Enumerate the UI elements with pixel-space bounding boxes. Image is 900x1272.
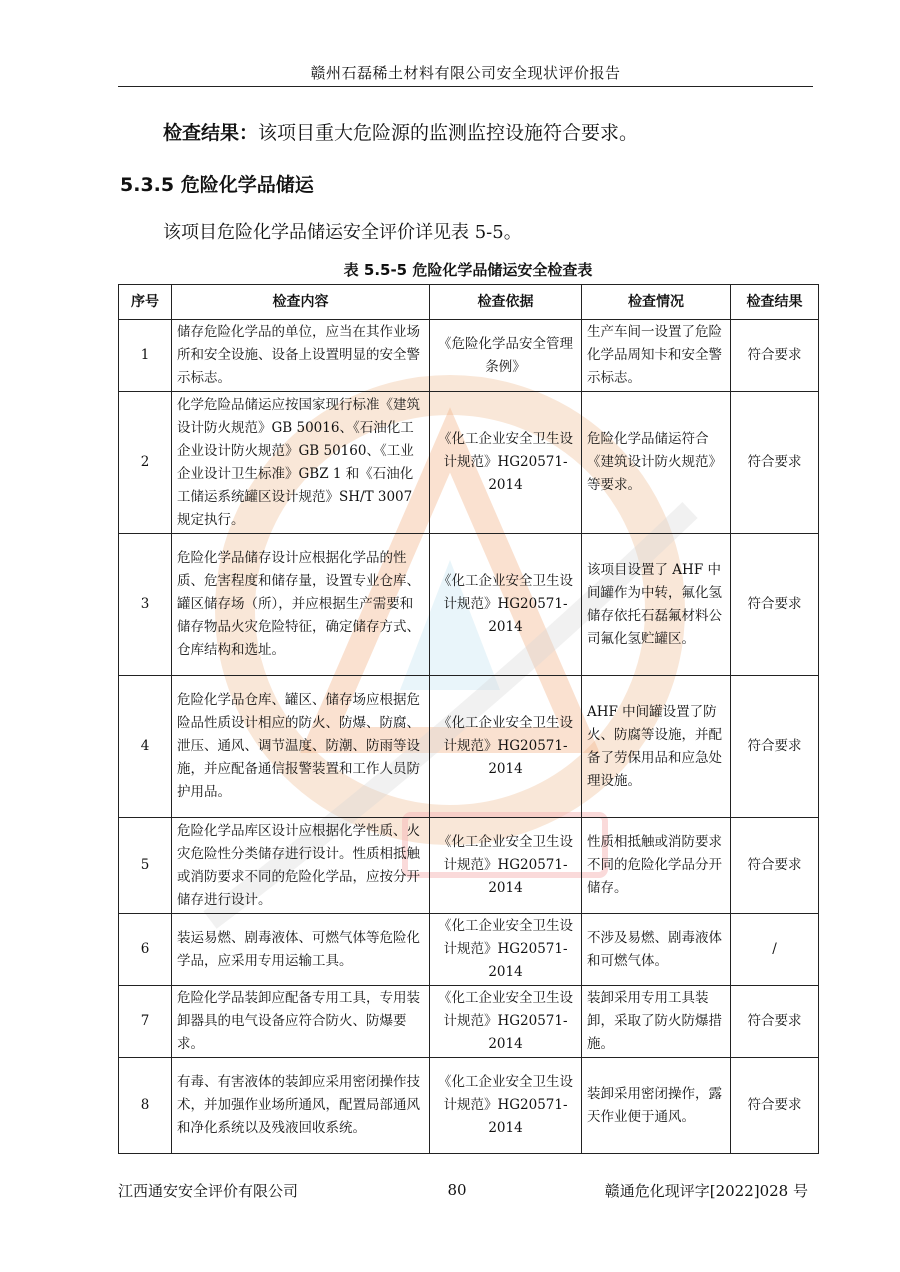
- row-basis: 《化工企业安全卫生设计规范》HG20571-2014: [430, 818, 582, 914]
- row-no: 2: [119, 392, 172, 534]
- table-header-row: [119, 285, 819, 320]
- row-basis: 《化工企业安全卫生设计规范》HG20571-2014: [430, 392, 582, 534]
- row-no: 3: [119, 534, 172, 676]
- header-divider: [118, 86, 813, 87]
- row-content: 装运易燃、剧毒液体、可燃气体等危险化学品，应采用专用运输工具。: [172, 914, 430, 986]
- row-basis: 《化工企业安全卫生设计规范》HG20571-2014: [430, 534, 582, 676]
- row-result: 符合要求: [731, 986, 819, 1058]
- row-basis: 《化工企业安全卫生设计规范》HG20571-2014: [430, 914, 582, 986]
- row-status: 不涉及易燃、剧毒液体和可燃气体。: [582, 914, 731, 986]
- row-result: 符合要求: [731, 320, 819, 392]
- table-row: [119, 320, 819, 392]
- table-row: [119, 986, 819, 1058]
- row-result: 符合要求: [731, 676, 819, 818]
- row-status: AHF 中间罐设置了防火、防腐等设施，并配备了劳保用品和应急处理设施。: [582, 676, 731, 818]
- row-no: 7: [119, 986, 172, 1058]
- row-status: 装卸采用密闭操作，露天作业便于通风。: [582, 1058, 731, 1154]
- row-content: 危险化学品仓库、罐区、储存场应根据危险品性质设计相应的防火、防爆、防腐、泄压、通风、调节温度、防潮、防雨等设施，并应配备通信报警装置和工作人员防护用品。: [172, 676, 430, 818]
- row-status: 该项目设置了 AHF 中间罐作为中转，氟化氢储存依托石磊氟材料公司氟化氢贮罐区。: [582, 534, 731, 676]
- check-result: [163, 118, 638, 145]
- intro-paragraph: 该项目危险化学品储运安全评价详见表 5-5。: [163, 222, 522, 243]
- column-header-no: 序号: [119, 285, 172, 320]
- row-no: 8: [119, 1058, 172, 1154]
- page-header-title: 赣州石磊稀土材料有限公司安全现状评价报告: [310, 64, 621, 82]
- row-no: 1: [119, 320, 172, 392]
- row-result: 符合要求: [731, 1058, 819, 1154]
- row-basis: 《危险化学品安全管理条例》: [430, 320, 582, 392]
- row-basis: 《化工企业安全卫生设计规范》HG20571-2014: [430, 986, 582, 1058]
- column-header-content: 检查内容: [172, 285, 430, 320]
- row-content: 危险化学品储存设计应根据化学品的性质、危害程度和储存量，设置专业仓库、罐区储存场（所），并应根据生产需要和储存物品火灾危险特征，确定储存方式、仓库结构和选址。: [172, 534, 430, 676]
- column-header-basis: 检查依据: [430, 285, 582, 320]
- row-basis: 《化工企业安全卫生设计规范》HG20571-2014: [430, 1058, 582, 1154]
- row-no: 4: [119, 676, 172, 818]
- row-content: 危险化学品库区设计应根据化学性质、火灾危险性分类储存进行设计。性质相抵触或消防要求不同的危险化学品，应按分开储存进行设计。: [172, 818, 430, 914]
- table-row: [119, 676, 819, 818]
- footer-company: 江西通安安全评价有限公司: [118, 1182, 299, 1200]
- section-heading: 5.3.5 危险化学品储运: [120, 174, 314, 196]
- row-status: 危险化学品储运符合《建筑设计防火规范》等要求。: [582, 392, 731, 534]
- table-row: [119, 534, 819, 676]
- check-result-text: 该项目重大危险源的监测监控设施符合要求。: [258, 122, 639, 144]
- column-header-result: 检查结果: [731, 285, 819, 320]
- row-no: 5: [119, 818, 172, 914]
- row-content: 储存危险化学品的单位，应当在其作业场所和安全设施、设备上设置明显的安全警示标志。: [172, 320, 430, 392]
- table-caption: 表 5.5-5 危险化学品储运安全检查表: [343, 261, 593, 279]
- column-header-status: 检查情况: [582, 285, 731, 320]
- table-row: [119, 914, 819, 986]
- row-content: 有毒、有害液体的装卸应采用密闭操作技术，并加强作业场所通风，配置局部通风和净化系统以及残液回收系统。: [172, 1058, 430, 1154]
- row-result: 符合要求: [731, 534, 819, 676]
- check-result-label: 检查结果：: [163, 122, 259, 144]
- storage-safety-checklist-table: [118, 284, 819, 1154]
- row-status: 生产车间一设置了危险化学品周知卡和安全警示标志。: [582, 320, 731, 392]
- row-result: 符合要求: [731, 818, 819, 914]
- row-basis: 《化工企业安全卫生设计规范》HG20571-2014: [430, 676, 582, 818]
- table-row: [119, 1058, 819, 1154]
- page-number: 80: [447, 1181, 467, 1199]
- table-row: [119, 818, 819, 914]
- row-no: 6: [119, 914, 172, 986]
- table-row: [119, 392, 819, 534]
- footer-document-number: 赣通危化现评字[2022]028 号: [604, 1182, 808, 1200]
- row-status: 装卸采用专用工具装卸，采取了防火防爆措施。: [582, 986, 731, 1058]
- row-content: 危险化学品装卸应配备专用工具，专用装卸器具的电气设备应符合防火、防爆要求。: [172, 986, 430, 1058]
- row-result: /: [731, 914, 819, 986]
- row-content: 化学危险品储运应按国家现行标准《建筑设计防火规范》GB 50016、《石油化工企业设计防火规范》GB 50160、《工业企业设计卫生标准》GBZ 1 和《石油化工储运系统罐区设计规范》SH/T 3007 规定执行。: [172, 392, 430, 534]
- row-status: 性质相抵触或消防要求不同的危险化学品分开储存。: [582, 818, 731, 914]
- row-result: 符合要求: [731, 392, 819, 534]
